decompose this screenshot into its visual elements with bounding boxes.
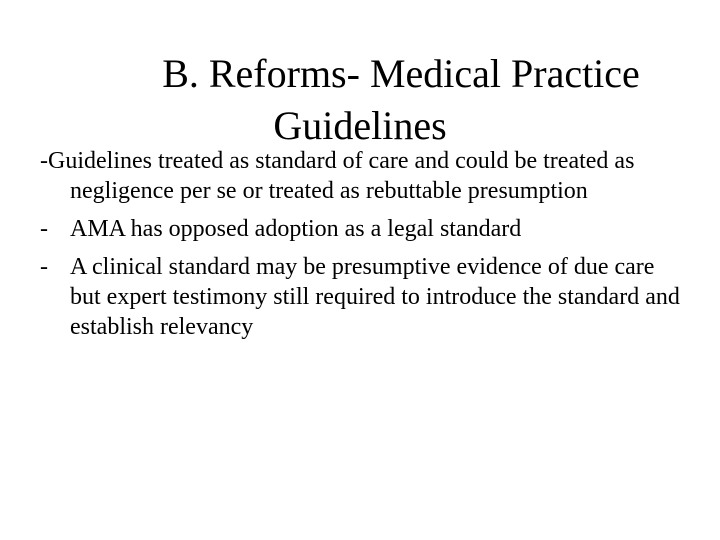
bullet-text-1: Guidelines treated as standard of care and could be treated as negligence per se or treated as rebuttable presumption [48,148,635,204]
bullet-item-1 [40,146,680,206]
title-line-1: B. Reforms- Medical Practice [162,51,640,96]
bullet-marker-1: - [40,148,48,174]
bullet-item-3 [40,252,680,342]
bullet-item-2 [40,214,680,244]
bullet-text-2: AMA has opposed adoption as a legal standard [70,216,522,242]
bullet-text-3: A clinical standard may be presumptive evidence of due care but expert testimony still required to introduce the standard and establish relevancy [70,254,680,340]
slide-title [0,48,720,152]
bullet-marker-2: - [40,216,48,242]
title-line-2: Guidelines [273,103,447,148]
bullet-list [40,146,680,350]
bullet-marker-3: - [40,254,48,280]
